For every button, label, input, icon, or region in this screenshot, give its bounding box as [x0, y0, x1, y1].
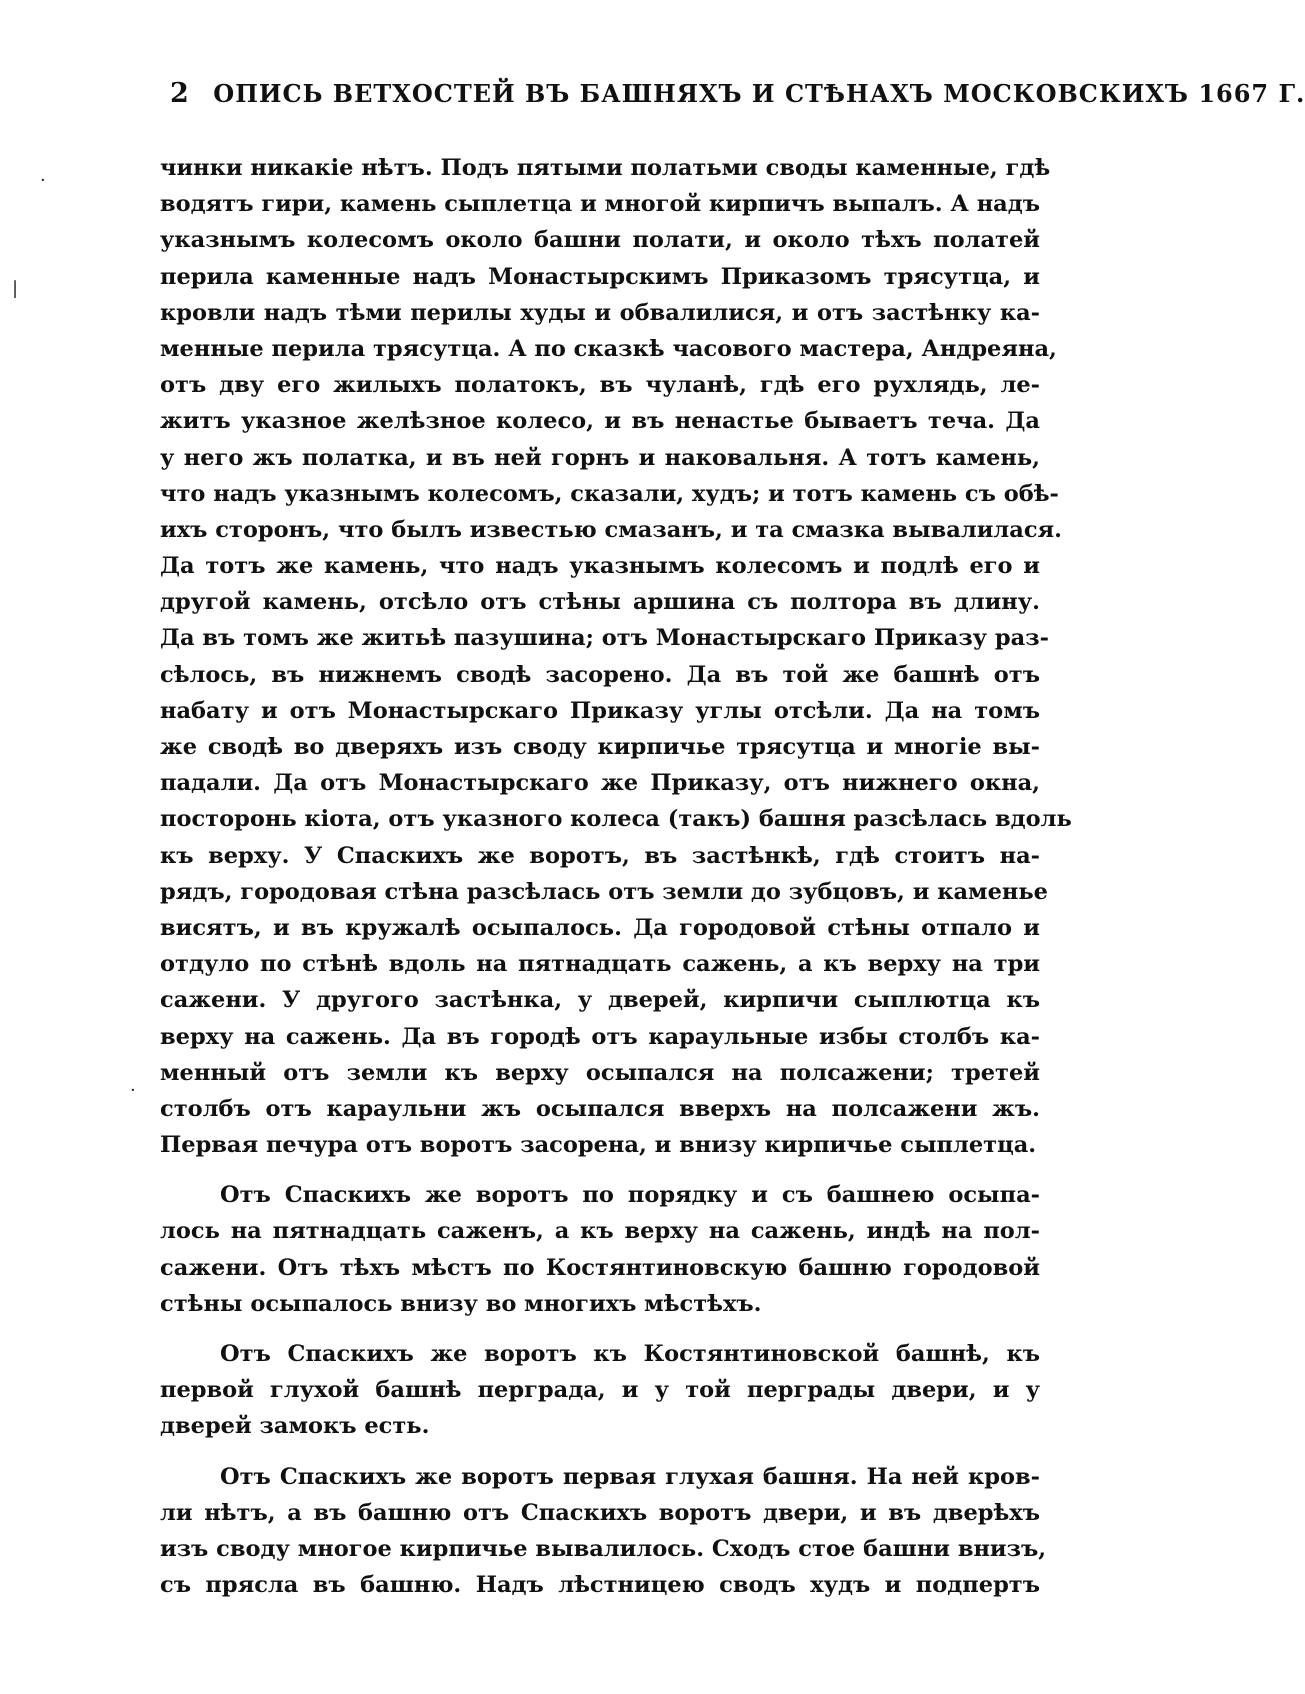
- page-number: 2: [170, 78, 190, 109]
- text-line: стѣны осыпалось внизу во многихъ мѣстѣхъ.: [160, 1290, 762, 1317]
- text-line: къ верху. У Спаскихъ же воротъ, въ застѣнкѣ, гдѣ стоитъ на-: [160, 842, 1040, 869]
- text-line: Да въ томъ же житьѣ пазушина; отъ Монастырскаго Приказу раз-: [160, 625, 1049, 652]
- paragraph-gap: [160, 1322, 1040, 1336]
- text-line: падали. Да отъ Монастырскаго же Приказу, отъ нижнего окна,: [160, 770, 1040, 797]
- paragraph: [160, 1459, 1047, 1604]
- paragraph: [160, 150, 1072, 1163]
- scan-speck: ·: [40, 170, 46, 191]
- page-header: [170, 78, 1305, 118]
- text-line: сажени. У другого застѣнка, у дверей, кирпичи сыплютца къ: [160, 987, 1040, 1014]
- text-line: Отъ Спаскихъ же воротъ къ Костянтиновской башнѣ, къ: [220, 1341, 1040, 1367]
- text-line: другой камень, отсѣло отъ стѣны аршина съ полтора въ длину.: [160, 589, 1040, 616]
- scan-speck: ·: [130, 1080, 136, 1101]
- body-text: [160, 150, 1072, 1603]
- running-title: ОПИСЬ ВЕТХОСТЕЙ ВЪ БАШНЯХЪ И СТѢНАХЪ МОСКОВСКИХЪ 1667 Г.: [213, 79, 1305, 108]
- text-line: изъ своду многое кирпичье вывалилось. Сходъ стое башни внизъ,: [160, 1535, 1047, 1562]
- text-line: дверей замокъ есть.: [160, 1413, 430, 1440]
- text-line: столбъ отъ караульни жъ осыпался вверхъ на полсажени жъ.: [160, 1095, 1040, 1122]
- text-line: съ прясла въ башню. Надъ лѣстницею сводъ худъ и подпертъ: [160, 1572, 1040, 1599]
- text-line: сажени. Отъ тѣхъ мѣстъ по Костянтиновскую башню городовой: [160, 1254, 1040, 1281]
- text-line: лось на пятнадцать саженъ, а къ верху на сажень, индѣ на пол-: [160, 1218, 1040, 1245]
- text-line: Да тотъ же камень, что надъ указнымъ колесомъ и подлѣ его и: [160, 553, 1040, 580]
- paragraph: [160, 1177, 1040, 1322]
- text-line: посторонь кіота, отъ указного колеса (такъ) башня разсѣлась вдоль: [160, 806, 1072, 833]
- text-line: Отъ Спаскихъ же воротъ первая глухая башня. На ней кров-: [220, 1463, 1040, 1490]
- text-line: указнымъ колесомъ около башни полати, и около тѣхъ полатей: [160, 227, 1040, 254]
- text-line: у него жъ полатка, и въ ней горнъ и наковальня. А тотъ камень,: [160, 444, 1040, 471]
- text-line: менные перила трясутца. А по сказкѣ часового мастера, Андреяна,: [160, 335, 1057, 362]
- text-line: верху на сажень. Да въ городѣ отъ караульные избы столбъ ка-: [160, 1023, 1040, 1050]
- text-line: перила каменные надъ Монастырскимъ Приказомъ трясутца, и: [160, 263, 1040, 290]
- text-line: висятъ, и въ кружалѣ осыпалось. Да городовой стѣны отпало и: [160, 914, 1040, 941]
- scan-speck: |: [12, 278, 19, 299]
- text-line: ли нѣтъ, а въ башню отъ Спаскихъ воротъ двери, и въ дверѣхъ: [160, 1499, 1040, 1526]
- paragraph-gap: [160, 1445, 1040, 1459]
- text-line: отдуло по стѣнѣ вдоль на пятнадцать сажень, а къ верху на три: [160, 951, 1040, 978]
- text-line: же сводѣ во дверяхъ изъ своду кирпичье трясутца и многіе вы-: [160, 734, 1040, 760]
- text-line: набату и отъ Монастырскаго Приказу углы отсѣли. Да на томъ: [160, 697, 1040, 724]
- text-line: житъ указное желѣзное колесо, и въ ненастье бываетъ теча. Да: [160, 408, 1040, 435]
- text-line: водятъ гири, камень сыплетца и многой кирпичъ выпалъ. А надъ: [160, 191, 1040, 218]
- text-line: чинки никакіе нѣтъ. Подъ пятыми полатьми своды каменные, гдѣ: [160, 155, 1051, 181]
- paragraph-gap: [160, 1163, 1040, 1177]
- text-line: что надъ указнымъ колесомъ, сказали, худъ; и тотъ камень съ обѣ-: [160, 480, 1059, 507]
- text-line: менный отъ земли къ верху осыпался на полсажени; третей: [160, 1059, 1040, 1086]
- paragraph: [160, 1336, 1040, 1445]
- text-line: сѣлось, въ нижнемъ сводѣ засорено. Да въ той же башнѣ отъ: [160, 661, 1040, 688]
- text-line: кровли надъ тѣми перилы худы и обвалилися, и отъ застѣнку ка-: [160, 299, 1040, 326]
- text-line: рядъ, городовая стѣна разсѣлась отъ земли до зубцовъ, и каменье: [160, 878, 1048, 905]
- text-line: Первая печура отъ воротъ засорена, и внизу кирпичье сыплетца.: [160, 1132, 1037, 1159]
- text-line: Отъ Спаскихъ же воротъ по порядку и съ башнею осыпа-: [220, 1182, 1040, 1209]
- text-line: ихъ сторонъ, что былъ известью смазанъ, и та смазка вывалилася.: [160, 516, 1062, 543]
- text-line: первой глухой башнѣ перграда, и у той перграды двери, и у: [160, 1377, 1040, 1404]
- text-line: отъ дву его жилыхъ полатокъ, въ чуланѣ, гдѣ его рухлядь, ле-: [160, 372, 1040, 399]
